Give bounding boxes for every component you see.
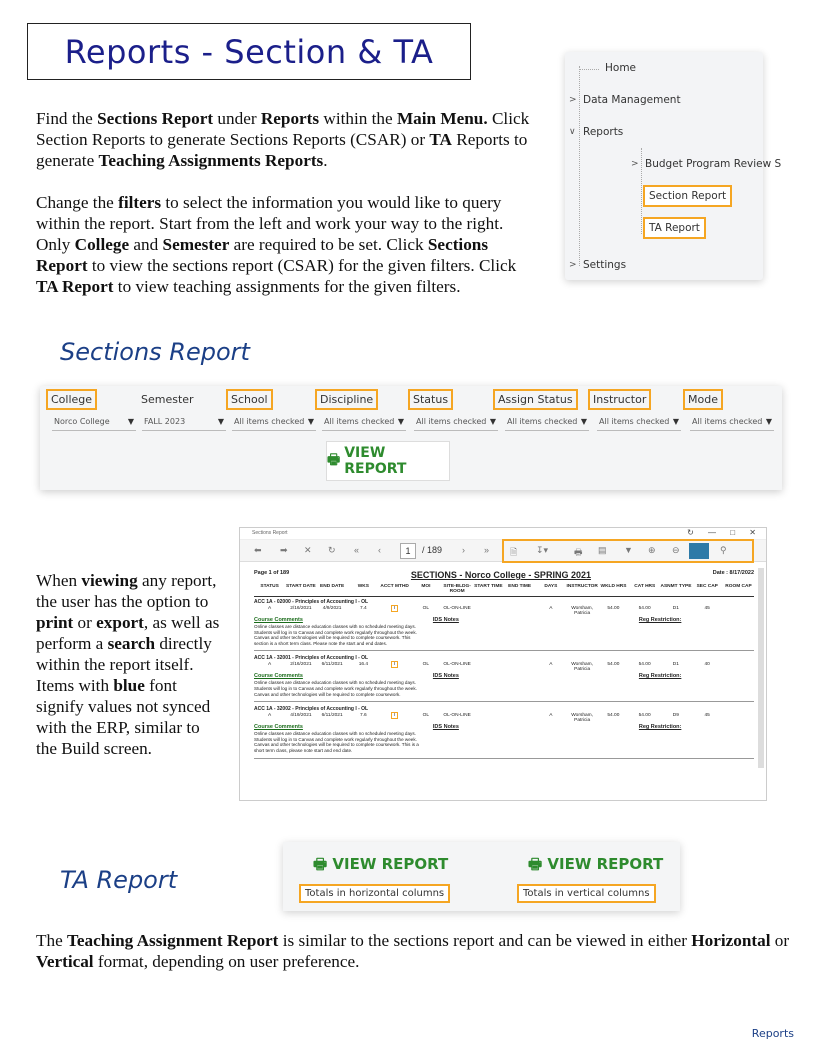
row-cell — [285, 606, 316, 616]
filter-label-mode: Mode — [685, 391, 721, 408]
chevron-down-icon: ∨ — [569, 127, 576, 137]
row-cell — [692, 662, 723, 672]
report-title: SECTIONS - Norco College - SPRING 2021 — [410, 570, 591, 580]
text-run: directly within the report itself. Items with — [36, 634, 212, 695]
row-cell — [692, 713, 723, 723]
menu-item-settings[interactable] — [569, 259, 626, 271]
date-value: 8/17/2022 — [729, 570, 754, 576]
mode-select[interactable] — [690, 413, 774, 431]
filter-bar — [40, 386, 782, 490]
cell-value: 54.00 — [638, 606, 651, 611]
row-cell — [598, 606, 629, 616]
course-comments-label: Course Comments — [254, 617, 303, 623]
column-header: SEC CAP — [696, 584, 718, 589]
section-comments: Online classes are distance education classes with no scheduled meeting days. Students will log in to Canvas and complete work regularly throughout the week. Canvas and other technologies will be required to complete coursework. This is a short term class, please note start and end date. — [254, 731, 419, 753]
intro-paragraph-1 — [36, 108, 536, 171]
text-run: to view the sections report (CSAR) for the given filters. Click — [87, 256, 517, 275]
column-header: MOI — [421, 584, 431, 589]
cell-value: A — [549, 606, 553, 611]
reg-restriction: Reg Restriction: — [638, 673, 682, 680]
page-title: Reports - Section & TA — [64, 32, 434, 71]
zoom-in-icon[interactable]: ⊕ — [648, 545, 656, 555]
intro-paragraph-2 — [36, 192, 536, 297]
text-run: , as well as perform a — [36, 613, 220, 653]
dropdown-arrow-icon: ▼ — [489, 417, 496, 426]
column-header: ASNMT TYPE — [660, 584, 692, 589]
section-row — [254, 606, 754, 616]
zoom-out-icon[interactable]: ⊖ — [672, 545, 680, 555]
search-icon[interactable]: ⚲ — [720, 545, 727, 555]
view-mode-icon[interactable] — [689, 543, 709, 559]
column-header: START TIME — [474, 584, 503, 589]
college-select[interactable] — [52, 413, 136, 431]
main-menu-tree — [565, 52, 782, 280]
page-setup-icon[interactable]: ▤ — [598, 545, 607, 555]
printer-icon: 🖶 — [327, 452, 341, 468]
cell-value: D1 — [672, 662, 679, 668]
column-header: STATUS — [260, 584, 279, 589]
cell-value: D9 — [672, 713, 679, 719]
row-cell — [317, 606, 348, 616]
row-cell — [629, 662, 660, 672]
discipline-value: All items checked — [324, 417, 395, 426]
report-content — [254, 570, 754, 763]
assign-status-select[interactable] — [505, 413, 589, 431]
text-run: any report, the user has the option to — [36, 571, 217, 611]
bold-text: Teaching Assignment Report — [67, 931, 279, 950]
cell-value: 7.6 — [360, 713, 367, 719]
bold-text: TA Report — [36, 277, 114, 296]
row-cell — [379, 662, 410, 672]
row-cell — [660, 606, 691, 616]
cell-value: OL-ON-LINE — [443, 662, 471, 668]
bold-text: print — [36, 613, 74, 632]
ids-notes: IDS Notes — [432, 724, 459, 731]
cell-value: 16.4 — [358, 662, 369, 668]
row-cell — [567, 713, 598, 723]
row-cell — [629, 606, 660, 616]
menu-item-budget[interactable] — [631, 158, 781, 170]
ids-notes: IDS Notes — [432, 673, 459, 680]
row-cell — [660, 662, 691, 672]
page-total: / 189 — [422, 545, 443, 555]
cell-value: 2/16/2021 — [290, 662, 312, 668]
row-cell — [379, 713, 410, 723]
menu-home-label: Home — [605, 62, 637, 74]
report-section — [254, 599, 754, 651]
comments-line — [254, 673, 754, 679]
section-comments: Online classes are distance education classes with no scheduled meeting days. Students will log in to Canvas and complete work regularly throughout the week. Canvas and other technologies will be required to complete coursework. This section is a short term class. Please note the start and end dates. — [254, 624, 417, 646]
row-cell — [317, 662, 348, 672]
text-run: When — [36, 571, 82, 590]
row-cell — [348, 713, 379, 723]
section-row — [254, 713, 754, 723]
row-cell — [473, 662, 504, 672]
cell-value: 4/9/2021 — [322, 606, 342, 611]
cell-value: OL-ON-LINE — [443, 606, 471, 611]
cell-value: A — [268, 606, 272, 611]
discipline-select[interactable] — [322, 413, 406, 431]
view-report-vertical-label: VIEW REPORT — [547, 855, 664, 873]
row-cell — [723, 606, 754, 616]
cell-value: Worsham, Patricia — [571, 662, 594, 673]
row-cell — [692, 606, 723, 616]
column-header: WKLD HRS — [600, 584, 627, 589]
first-page-icon[interactable]: « — [354, 545, 360, 555]
text-run: The — [36, 931, 68, 950]
mode-value: All items checked — [692, 417, 763, 426]
view-report-button[interactable] — [326, 441, 450, 481]
cell-value: 54.00 — [607, 713, 620, 719]
export-icon[interactable]: ↧▾ — [536, 545, 549, 555]
text-run: under — [213, 109, 261, 128]
course-comments-label: Course Comments — [254, 673, 303, 680]
status-select[interactable] — [414, 413, 498, 431]
filter-label-status: Status — [410, 391, 451, 408]
cell-value: I — [393, 713, 396, 719]
filter-label-assign-status: Assign Status — [495, 391, 576, 408]
row-cell — [285, 662, 316, 672]
filter-label-discipline: Discipline — [317, 391, 376, 408]
row-cell — [348, 662, 379, 672]
dropdown-arrow-icon: ▼ — [580, 417, 587, 426]
text-run: and — [129, 235, 163, 254]
cell-value: I — [393, 606, 396, 611]
column-header: CAT HRS — [634, 584, 656, 589]
instructor-value: All items checked — [599, 417, 670, 426]
column-header: DAYS — [544, 584, 558, 589]
column-header: WKS — [357, 584, 369, 589]
row-cell — [442, 662, 473, 672]
dropdown-arrow-icon: ▼ — [672, 417, 679, 426]
filter-icon[interactable]: ▼ — [624, 545, 633, 555]
cell-value: 7.4 — [360, 606, 367, 611]
row-cell — [317, 713, 348, 723]
row-cell — [504, 662, 535, 672]
report-column-headers — [254, 584, 754, 597]
last-page-icon[interactable]: » — [484, 545, 490, 555]
view-report-horizontal-label: VIEW REPORT — [332, 855, 449, 873]
row-cell — [379, 606, 410, 616]
row-cell — [504, 606, 535, 616]
view-report-vertical-button[interactable]: 🖶 VIEW REPORT — [528, 855, 664, 873]
document-icon[interactable]: 🗎 — [510, 547, 518, 557]
row-cell — [254, 662, 285, 672]
bold-text: Vertical — [36, 952, 94, 971]
cell-value: 54.00 — [638, 662, 651, 668]
cell-value: 6/11/2021 — [321, 713, 343, 719]
text-run: or — [73, 613, 97, 632]
dropdown-arrow-icon: ▼ — [765, 417, 772, 426]
cell-value: Worsham, Patricia — [571, 713, 594, 724]
menu-section-report-label: Section Report — [645, 187, 730, 205]
cell-value: 4/19/2021 — [290, 713, 312, 719]
cell-value: D1 — [672, 606, 679, 611]
sections-report-heading: Sections Report — [60, 338, 250, 366]
report-viewer — [239, 527, 767, 801]
assign-status-value: All items checked — [507, 417, 578, 426]
view-report-horizontal-button[interactable]: 🖶 VIEW REPORT — [313, 855, 449, 873]
text-run: format, depending on user preference. — [93, 952, 360, 971]
ta-report-heading: TA Report — [60, 866, 178, 894]
cell-value: OL — [422, 606, 430, 611]
row-cell — [504, 713, 535, 723]
bold-text: filters — [118, 193, 162, 212]
window-controls[interactable]: ↻ — □ ✕ — [687, 528, 762, 537]
cell-value: 40 — [704, 662, 710, 668]
row-cell — [567, 606, 598, 616]
cell-value: 54.00 — [638, 713, 651, 719]
row-cell — [442, 606, 473, 616]
cell-value: 2/16/2021 — [290, 606, 312, 611]
row-cell — [660, 713, 691, 723]
cell-value: OL — [422, 662, 430, 668]
dropdown-arrow-icon: ▼ — [127, 417, 134, 426]
semester-select[interactable] — [142, 413, 226, 431]
text-run: to select the information you would like to query within the report. Start from the left and work your way to the right. Only — [36, 193, 504, 254]
cell-value: Worsham, Patricia — [571, 606, 594, 616]
section-name: ACC 1A - 02000 - Principles of Accounting I - OL — [254, 599, 369, 605]
dropdown-arrow-icon: ▼ — [397, 417, 404, 426]
school-select[interactable] — [232, 413, 316, 431]
row-cell — [723, 662, 754, 672]
column-header: END TIME — [508, 584, 532, 589]
cell-value: A — [268, 662, 272, 668]
cell-value: OL — [422, 713, 430, 719]
row-cell — [598, 713, 629, 723]
text-run: Find the — [36, 109, 98, 128]
bold-text: Teaching Assignments Reports — [98, 151, 324, 170]
menu-item-home[interactable] — [605, 62, 636, 74]
intro-text — [36, 108, 536, 318]
section-row — [254, 662, 754, 672]
row-cell — [410, 713, 441, 723]
bold-text: Main Menu. — [396, 109, 488, 128]
text-run: within the — [319, 109, 397, 128]
column-header: START DATE — [286, 584, 316, 589]
cell-value: A — [549, 713, 553, 719]
menu-item-section-report[interactable] — [645, 187, 730, 205]
row-cell — [535, 713, 566, 723]
page-number-input[interactable]: 1 — [400, 543, 416, 559]
row-cell — [254, 606, 285, 616]
filter-label-instructor: Instructor — [590, 391, 649, 408]
row-cell — [410, 662, 441, 672]
bold-text: TA — [429, 130, 452, 149]
text-run: Reports to generate — [36, 130, 528, 170]
text-run: font signify values not synced with the ERP, similar to the Build screen. — [36, 676, 211, 758]
column-header: ROOM CAP — [725, 584, 752, 589]
bold-text: viewing — [81, 571, 138, 590]
bold-text: export — [96, 613, 144, 632]
bold-text: search — [107, 634, 156, 653]
cell-value: I — [393, 662, 396, 668]
report-date — [713, 570, 754, 580]
instructor-select[interactable] — [597, 413, 681, 431]
ta-description — [36, 930, 796, 972]
menu-item-data-management[interactable] — [569, 94, 681, 106]
section-name: ACC 1A - 32002 - Principles of Accounting I - OL — [254, 706, 369, 713]
scrollbar[interactable] — [758, 568, 764, 768]
comments-line — [254, 617, 754, 623]
column-header: INSTRUCTOR — [566, 584, 598, 589]
row-cell — [535, 662, 566, 672]
cell-value: 45 — [704, 713, 710, 719]
stop-icon[interactable]: ✕ — [304, 545, 312, 555]
print-icon[interactable]: 🖶 — [574, 547, 583, 557]
ta-report-options — [283, 842, 680, 911]
chevron-right-icon: > — [569, 95, 577, 105]
text-run: to view teaching assignments for the given filters. — [113, 277, 461, 296]
menu-item-reports[interactable] — [569, 126, 623, 138]
viewer-window-title: Sections Report — [252, 530, 288, 536]
cell-value: A — [268, 713, 272, 719]
row-cell — [567, 662, 598, 672]
cell-value: 6/11/2021 — [321, 662, 343, 668]
report-sections — [254, 599, 754, 759]
menu-budget-label: Budget Program Review S — [645, 158, 782, 170]
bold-text: Sections Report — [36, 235, 489, 275]
horizontal-option-label[interactable]: Totals in horizontal columns — [301, 886, 448, 901]
reg-restriction: Reg Restriction: — [638, 724, 682, 731]
row-cell — [723, 713, 754, 723]
cell-value: 54.00 — [607, 662, 620, 668]
text-run: are required to be set. Click — [229, 235, 428, 254]
filter-label-college: College — [48, 391, 95, 408]
date-label: Date : — [712, 570, 728, 576]
status-value: All items checked — [416, 417, 487, 426]
cell-value: A — [549, 662, 553, 668]
viewing-text — [36, 570, 220, 759]
row-cell — [535, 606, 566, 616]
refresh-icon[interactable]: ↻ — [328, 545, 336, 555]
row-cell — [473, 713, 504, 723]
menu-reports-label: Reports — [583, 126, 624, 138]
college-value: Norco College — [54, 417, 110, 426]
row-cell — [473, 606, 504, 616]
cell-value: 45 — [704, 606, 710, 611]
menu-data-management-label: Data Management — [583, 94, 681, 106]
page-label: Page 1 of 189 — [254, 570, 290, 576]
row-cell — [285, 713, 316, 723]
cell-value: OL-ON-LINE — [443, 713, 471, 719]
report-section — [254, 706, 754, 758]
reg-restriction: Reg Restriction: — [638, 617, 682, 623]
bold-text: Reports — [260, 109, 320, 128]
bold-text: Sections Report — [97, 109, 214, 128]
chevron-right-icon: > — [631, 159, 639, 169]
ids-notes: IDS Notes — [432, 617, 459, 623]
dropdown-arrow-icon: ▼ — [217, 417, 224, 426]
row-cell — [410, 606, 441, 616]
school-value: All items checked — [234, 417, 305, 426]
menu-item-ta-report[interactable] — [645, 219, 704, 237]
viewer-titlebar — [240, 528, 766, 540]
footer-label: Reports — [751, 1027, 794, 1040]
view-report-label: VIEW REPORT — [344, 445, 407, 477]
text-run: or — [770, 931, 790, 950]
course-comments-label: Course Comments — [254, 724, 303, 731]
filter-label-semester: Semester — [141, 393, 194, 406]
report-section — [254, 655, 754, 702]
text-run: is similar to the sections report and can be viewed in either — [278, 931, 692, 950]
vertical-option-label[interactable]: Totals in vertical columns — [519, 886, 654, 901]
prev-page-icon[interactable]: ‹ — [378, 545, 381, 555]
column-header: END DATE — [320, 584, 345, 589]
text-run: Click Section Reports to generate Sections Reports (CSAR) or — [36, 109, 530, 149]
row-cell — [442, 713, 473, 723]
row-cell — [629, 713, 660, 723]
viewer-toolbar — [240, 540, 766, 562]
bold-text: College — [74, 235, 130, 254]
semester-value: FALL 2023 — [144, 417, 186, 426]
bold-text: Horizontal — [691, 931, 771, 950]
chevron-right-icon: > — [569, 260, 577, 270]
title-box — [27, 23, 471, 80]
section-name: ACC 1A - 32001 - Principles of Accounting I - OL — [254, 655, 369, 662]
next-page-icon[interactable]: › — [462, 545, 465, 555]
section-comments: Online classes are distance education classes with no scheduled meeting days. Students will log in to Canvas and complete work regularly throughout the week. Canvas and other technologies will be required to complete coursework. — [254, 680, 417, 697]
text-run: . — [323, 151, 328, 170]
filter-label-school: School — [228, 391, 271, 408]
column-header: ACCT MTHD — [380, 584, 409, 589]
row-cell — [254, 713, 285, 723]
forward-icon[interactable]: ➡ — [280, 545, 288, 555]
back-icon[interactable]: ⬅ — [254, 545, 262, 555]
column-header: SITE-BLDG-ROOM — [443, 584, 471, 594]
bold-text: Semester — [162, 235, 230, 254]
bold-text: blue — [113, 676, 145, 695]
dropdown-arrow-icon: ▼ — [307, 417, 314, 426]
menu-ta-report-label: TA Report — [645, 219, 704, 237]
text-run: Change the — [36, 193, 119, 212]
row-cell — [348, 606, 379, 616]
cell-value: 54.00 — [607, 606, 620, 611]
menu-settings-label: Settings — [583, 259, 627, 271]
comments-line — [254, 724, 754, 730]
row-cell — [598, 662, 629, 672]
